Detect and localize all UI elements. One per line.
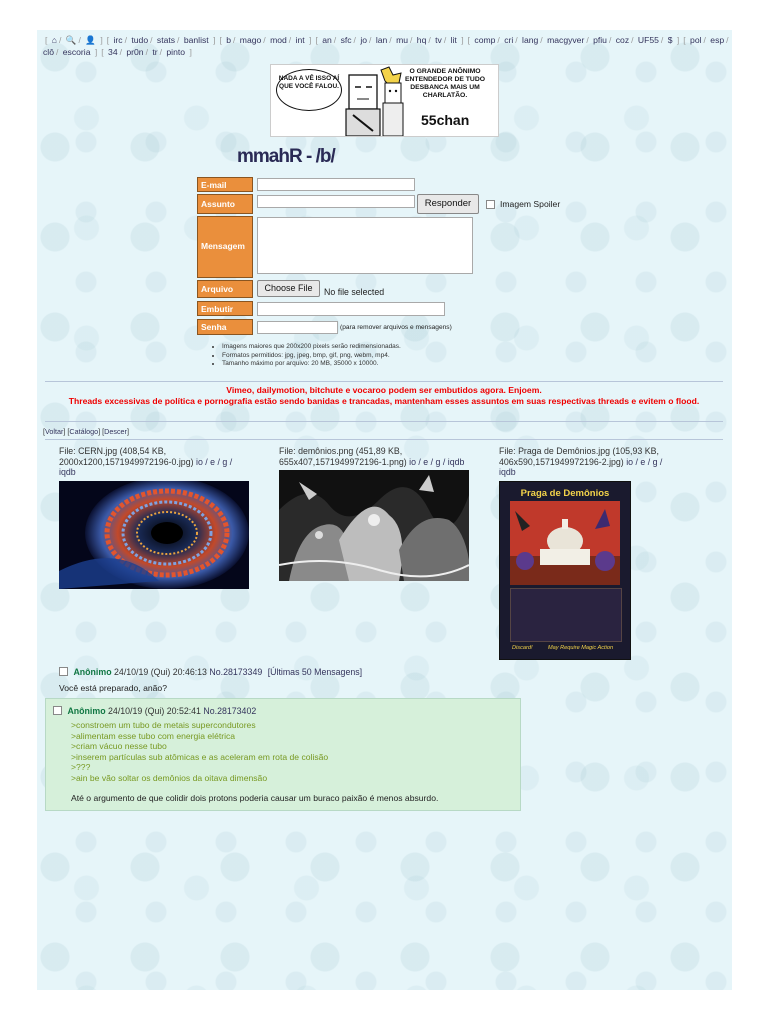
reply-post-header [53,705,256,716]
nav-link-int[interactable]: int [295,35,305,45]
nav-link-mod[interactable]: mod [270,35,287,45]
announcement [47,385,721,407]
nav-link-lit[interactable]: lit [450,35,457,45]
op-post-header [59,666,362,677]
greentext-line: >inserem partículas sub atômicas e as aceleram em rota de colisão [71,751,329,762]
nav-link-comp[interactable]: comp [474,35,496,45]
search-icon[interactable]: 🔍 [65,35,77,45]
post-number-link[interactable]: No.28173402 [203,706,257,716]
email-field[interactable] [257,178,415,191]
nav-link-pfiu[interactable]: pfiu [593,35,607,45]
last-50-link[interactable]: [Últimas 50 Mensagens] [267,667,363,677]
nav-link-macgyver[interactable]: macgyver [547,35,585,45]
divider [45,439,723,440]
nav-link-jo[interactable]: jo [360,35,368,45]
thread-navigation: [Voltar] [Catálogo] [Descer] [43,427,129,436]
file-info: File: demônios.png (451,89 KB, 655x407,1571949972196-1.png) io / e / g / iqdb [279,446,465,467]
message-label: Mensagem [197,216,253,278]
greentext-block [71,720,438,804]
spoiler-checkbox[interactable] [486,200,495,209]
nav-link-an[interactable]: an [322,35,332,45]
password-field[interactable] [257,321,338,334]
rule-item: • Imagens maiores que 200x200 pixels serão redimensionadas. [222,343,401,352]
card-thumbnail[interactable] [499,481,631,660]
card-title: Praga de Demônios [520,488,610,499]
nav-link-pol[interactable]: pol [690,35,702,45]
board-title: mmahR - /b/ [237,146,335,167]
reply-post-body: Até o argumento de que colidir dois protons poderia causar um buraco paixão é menos absurdo. [71,793,439,803]
greentext-line: >ain be vão soltar os demônios da oitava dimensão [71,772,268,783]
nav-link-sfc[interactable]: sfc [340,35,352,45]
card-footer-right: May Require Magic Action [548,645,614,651]
nav-link-dollar[interactable]: $ [667,35,673,45]
card-rules-text-box [510,588,622,642]
announcement-line-1: Vimeo, dailymotion, bitchute e vocaroo podem ser embutidos agora. Enjoem. [226,385,542,395]
nav-link-lang[interactable]: lang [522,35,539,45]
nav-link-coz[interactable]: coz [615,35,630,45]
home-icon[interactable]: ⌂ [51,35,57,45]
nav-link-tr[interactable]: tr [152,46,158,57]
board-navigation: [ ⌂ / 🔍 / 👤 ] [ irc / tudo / stats / banlist ] [ b / mago / mod / int ] [ an / sfc / jo / lan / mu / hq / tv / lit ] [ comp / cri / lang / macgyver / pfiu / coz / UF55 / $ ] [ pol / esp / clô / escoria ] [ 34 / pr0n / tr / pinto ] [43,35,729,57]
nav-link-stats[interactable]: stats [156,35,176,45]
nav-link-tudo[interactable]: tudo [131,35,149,45]
no-file-text: No file selected [324,287,385,297]
rule-item: • Tamanho máximo por arquivo: 20 MB, 35000 x 10000. [222,360,401,369]
file-info: File: CERN.jpg (408,54 KB, 2000x1200,1571949972196-0.jpg) io / e / g / iqdb [59,446,233,477]
op-post-checkbox[interactable] [59,667,68,676]
reply-post [45,698,521,811]
nav-link-esp[interactable]: esp [710,35,725,45]
iqdb-link[interactable]: iqdb [499,467,516,477]
reverse-search-links[interactable]: io / e / g / [626,456,663,467]
embed-field[interactable] [257,302,445,316]
divider [45,381,723,382]
demons-drawing-image [279,470,469,581]
iqdb-link[interactable]: iqdb [59,467,76,477]
banner-brand: 55chan [421,112,470,128]
rule-item: • Formatos permitidos: jpg, jpeg, bmp, gif, png, webm, mp4. [222,352,401,361]
banner-caption: O GRANDE ANÔNIMO ENTENDEDOR DE TUDO DESBANCA MAIS UM CHARLATÃO. [404,68,486,99]
announcement-line-2: Threads excessivas de política e pornografia estão sendo banidas e trancadas, mantenham esses assuntos em suas respectivas threads e evitem o flood. [68,396,700,406]
bottom-link[interactable]: Descer [104,427,127,436]
demons-thumbnail[interactable] [279,470,469,581]
page-background [37,30,732,990]
poster-name: Anônimo [73,667,112,677]
file-info: File: Praga de Demônios.jpg (105,93 KB, 406x590,1571949972196-2.jpg) io / e / g / iqdb [499,446,663,477]
catalog-link[interactable]: Catálogo [69,427,99,436]
back-link[interactable]: Voltar [45,427,64,436]
nav-link-banlist[interactable]: banlist [183,35,209,45]
greentext-line: >??? [71,762,91,772]
banner-comic[interactable] [270,64,499,137]
reverse-search-links[interactable]: io / e / g / [195,456,233,467]
nav-link-escoria[interactable]: escoria [62,46,91,57]
upload-rules [212,343,401,369]
nav-link-pinto[interactable]: pinto [166,46,186,57]
card-footer-left: Discard! [512,645,533,651]
divider [45,421,723,422]
file-label: Arquivo [197,280,253,298]
greentext-line: >constroem um tubo de metais supercondutores [71,720,256,730]
nav-link-b[interactable]: b [226,35,232,45]
capitol-demons-image [510,501,620,585]
nav-link-lan[interactable]: lan [375,35,388,45]
post-number-link[interactable]: No.28173349 [209,667,263,677]
post-date: 24/10/19 (Qui) 20:46:13 [114,667,207,677]
spoiler-label: Imagem Spoiler [500,199,561,209]
subject-field[interactable] [257,195,415,208]
nav-link-uf55[interactable]: UF55 [637,35,659,45]
nav-link-pr0n[interactable]: pr0n [126,46,144,57]
poster-name: Anônimo [67,706,106,716]
nav-link-tv[interactable]: tv [435,35,442,45]
cern-thumbnail[interactable] [59,481,249,589]
nav-link-irc[interactable]: irc [113,35,123,45]
nav-link-mago[interactable]: mago [239,35,262,45]
choose-file-button[interactable]: Choose File [257,280,320,297]
reply-post-checkbox[interactable] [53,706,62,715]
speech-bubble: NADA A VÊ ISSO AÍ QUE VOCÊ FALOU. [276,69,342,111]
nav-link-hq[interactable]: hq [416,35,427,45]
user-icon[interactable]: 👤 [85,35,96,45]
password-label: Senha [197,319,253,335]
nav-link-clo[interactable]: clô [43,46,54,57]
nav-link-mu[interactable]: mu [396,35,409,45]
particle-accelerator-image [59,481,249,589]
subject-label: Assunto [197,194,253,214]
submit-button[interactable]: Responder [417,194,479,214]
op-post-body: Você está preparado, anão? [59,683,167,693]
password-hint: (para remover arquivos e mensagens) [340,324,452,331]
embed-label: Embutir [197,301,253,316]
email-label: E-mail [197,177,253,192]
greentext-line: >alimentam esse tubo com energia elétrica [71,730,236,741]
nav-link-cri[interactable]: cri [504,35,514,45]
reverse-search-links[interactable]: io / e / g / iqdb [409,456,465,467]
post-date: 24/10/19 (Qui) 20:52:41 [108,706,201,716]
message-textarea[interactable] [257,217,473,274]
nav-link-34[interactable]: 34 [108,46,118,57]
greentext-line: >criam vácuo nesse tubo [71,741,167,751]
